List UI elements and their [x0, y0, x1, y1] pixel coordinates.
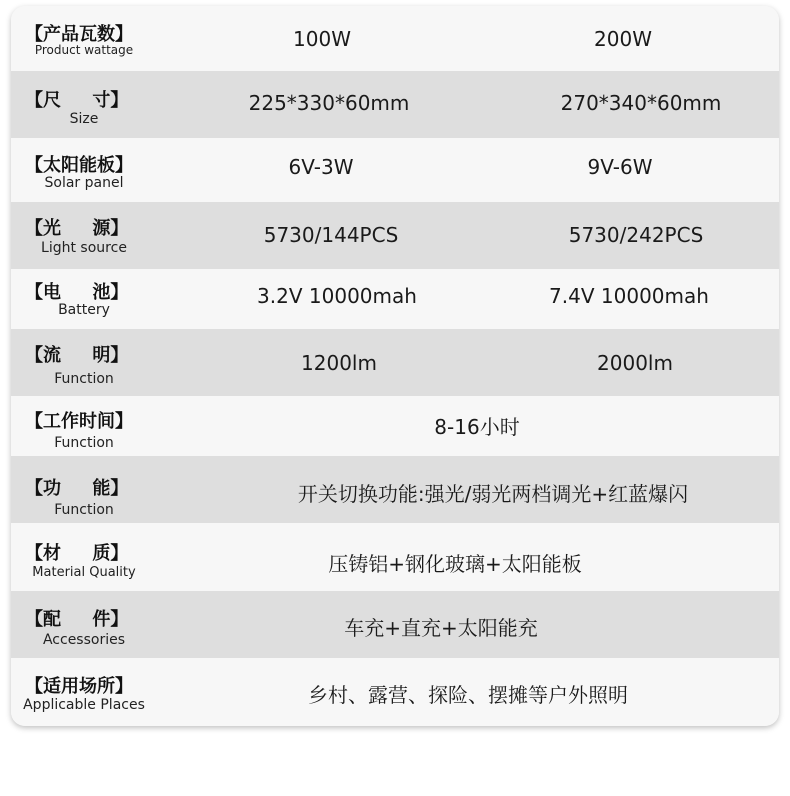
label-cn: 【流 明】: [25, 345, 129, 366]
value-col1: 6V-3W: [288, 155, 354, 179]
row-label: [11, 523, 157, 591]
value-col2: 2000lm: [597, 351, 673, 375]
value-col2: 9V-6W: [587, 155, 653, 179]
row-label: [11, 456, 157, 523]
value-col2: 7.4V 10000mah: [549, 284, 709, 308]
label-cn: 【电 池】: [25, 282, 129, 303]
label-cn: 【太阳能板】: [25, 155, 133, 176]
label-en: Size: [69, 111, 99, 127]
label-en: Battery: [58, 302, 110, 318]
row-label: [11, 396, 157, 456]
table-row: [11, 523, 779, 591]
row-label: [11, 6, 157, 71]
label-cn: 【产品瓦数】: [25, 24, 133, 45]
table-row: [11, 396, 779, 456]
table-row: [11, 71, 779, 138]
table-row: [11, 6, 779, 71]
spec-table: [11, 6, 779, 726]
row-label: [11, 269, 157, 329]
label-en: Material Quality: [32, 565, 136, 580]
value-merged: 8-16小时: [434, 415, 520, 439]
label-cn: 【尺 寸】: [25, 90, 129, 111]
value-merged: 开关切换功能:强光/弱光两档调光+红蓝爆闪: [297, 482, 689, 506]
label-en: Function: [54, 435, 114, 451]
label-en: Product wattage: [34, 43, 134, 57]
value-merged: 车充+直充+太阳能充: [344, 616, 538, 640]
label-cn: 【配 件】: [25, 609, 129, 630]
value-col1: 225*330*60mm: [248, 91, 410, 115]
label-en: Accessories: [42, 632, 126, 648]
row-label: [11, 591, 157, 658]
label-en: Function: [54, 502, 114, 518]
label-cn: 【适用场所】: [25, 676, 133, 697]
value-merged: 乡村、露营、探险、摆摊等户外照明: [308, 683, 628, 707]
label-en: Light source: [41, 240, 127, 256]
label-cn: 【功 能】: [25, 478, 129, 499]
table-row: [11, 329, 779, 396]
label-en: Function: [54, 371, 114, 387]
value-col2: 270*340*60mm: [560, 91, 722, 115]
value-col1: 5730/144PCS: [263, 223, 399, 247]
table-row: [11, 269, 779, 329]
table-row: [11, 138, 779, 202]
label-en: Applicable Places: [23, 697, 145, 713]
label-cn: 【工作时间】: [25, 411, 133, 432]
row-label: [11, 658, 157, 726]
table-row: [11, 456, 779, 523]
label-cn: 【光 源】: [25, 218, 129, 239]
row-label: [11, 329, 157, 396]
value-col1: 1200lm: [301, 351, 377, 375]
row-label: [11, 202, 157, 269]
label-en: Solar panel: [44, 175, 124, 191]
row-label: [11, 71, 157, 138]
value-col2: 5730/242PCS: [568, 223, 704, 247]
value-col1: 3.2V 10000mah: [257, 284, 417, 308]
value-col1: 100W: [293, 27, 351, 51]
table-row: [11, 591, 779, 658]
row-label: [11, 138, 157, 202]
value-merged: 压铸铝+钢化玻璃+太阳能板: [328, 552, 582, 576]
table-row: [11, 202, 779, 269]
table-row: [11, 658, 779, 726]
value-col2: 200W: [594, 27, 652, 51]
label-cn: 【材 质】: [25, 543, 129, 564]
